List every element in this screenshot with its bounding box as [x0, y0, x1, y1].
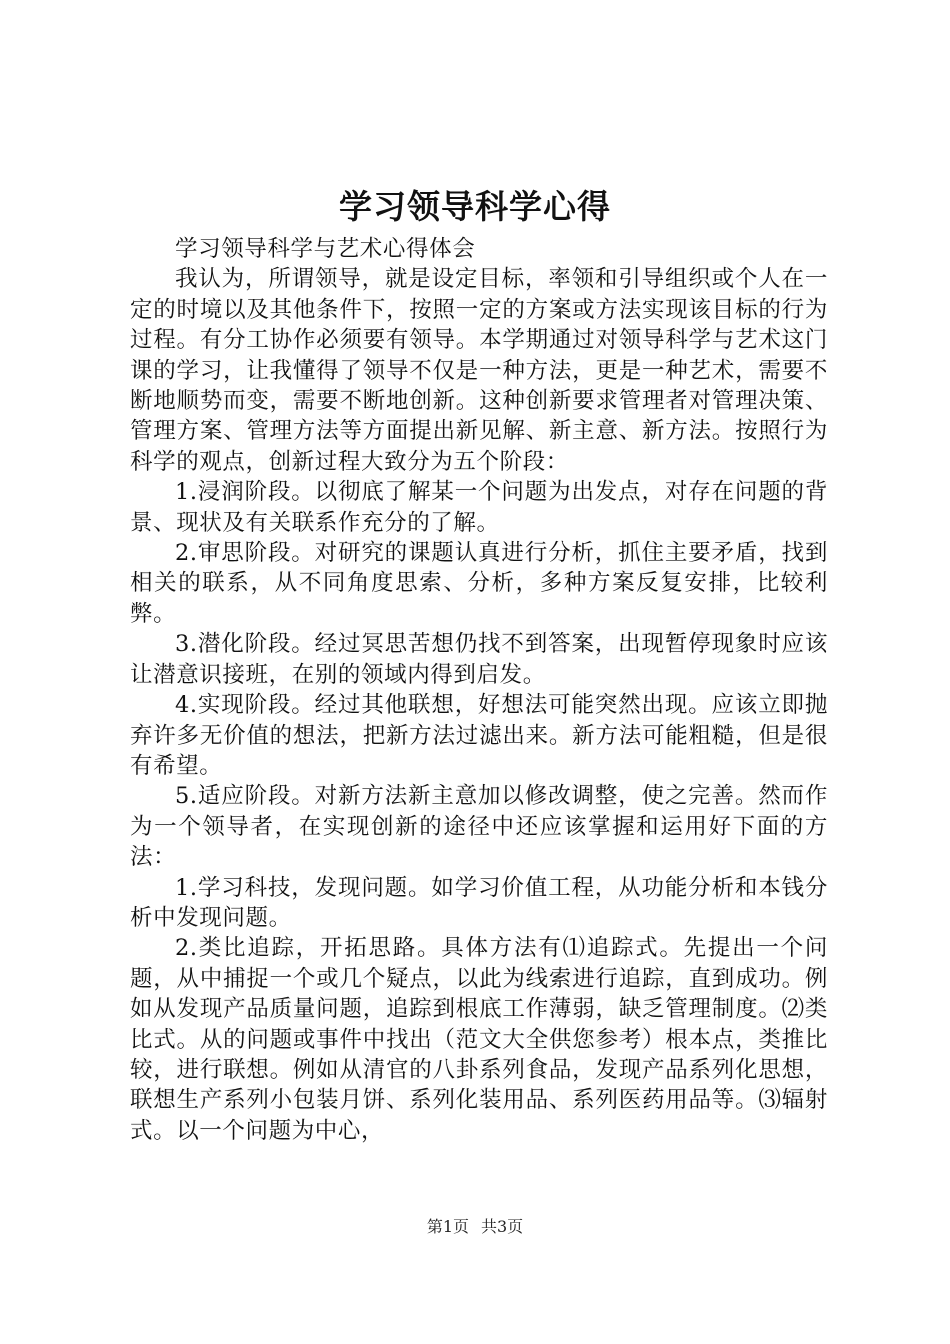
method-2-paragraph: 2.类比追踪，开拓思路。具体方法有⑴追踪式。先提出一个问题，从中捕捉一个或几个疑点，以此为线索进行追踪，直到成功。例如从发现产品质量问题，追踪到根底工作薄弱，缺乏管理制度。⑵类比式。从的问题或事件中找出（范文大全供您参考）根本点，类推比较，进行联想。例如从清官的八卦系列食品，发现产品系列化思想，联想生产系列小包装月饼、系列化装用品、系列医药用品等。⑶辐射式。以一个问题为中心， — [130, 935, 828, 1144]
stage-1-paragraph: 1.浸润阶段。以彻底了解某一个问题为出发点，对存在问题的背景、现状及有关联系作充分的了解。 — [130, 479, 828, 536]
stage-4-paragraph: 4.实现阶段。经过其他联想，好想法可能突然出现。应该立即抛弃许多无价值的想法，把新方法过滤出来。新方法可能粗糙，但是很有希望。 — [130, 692, 828, 779]
method-1-paragraph: 1.学习科技，发现问题。如学习价值工程，从功能分析和本钱分析中发现问题。 — [130, 874, 828, 931]
page-total: 共3页 — [481, 1217, 524, 1236]
document-title: 学习领导科学心得 — [339, 187, 611, 226]
intro-paragraph: 我认为，所谓领导，就是设定目标，率领和引导组织或个人在一定的时境以及其他条件下，按照一定的方案或方法实现该目标的行为过程。有分工协作必须要有领导。本学期通过对领导科学与艺术这门课的学习，让我懂得了领导不仅是一种方法，更是一种艺术，需要不断地顺势而变，需要不断地创新。这种创新要求管理者对管理决策、管理方案、管理方法等方面提出新见解、新主意、新方法。按照行为科学的观点，创新过程大致分为五个阶段： — [130, 266, 828, 475]
page-footer — [0, 1215, 950, 1239]
document-body — [130, 234, 828, 1146]
stage-5-paragraph: 5.适应阶段。对新方法新主意加以修改调整，使之完善。然而作为一个领导者，在实现创新的途径中还应该掌握和运用好下面的方法： — [130, 783, 828, 871]
stage-3-paragraph: 3.潜化阶段。经过冥思苦想仍找不到答案，出现暂停现象时应该让潜意识接班，在别的领域内得到启发。 — [130, 631, 828, 688]
subtitle-paragraph: 学习领导科学与艺术心得体会 — [175, 236, 476, 262]
stage-2-paragraph: 2.审思阶段。对研究的课题认真进行分析，抓住主要矛盾，找到相关的联系，从不同角度思索、分析，多种方案反复安排，比较利弊。 — [130, 540, 828, 627]
page-number: 第1页 — [426, 1217, 469, 1236]
